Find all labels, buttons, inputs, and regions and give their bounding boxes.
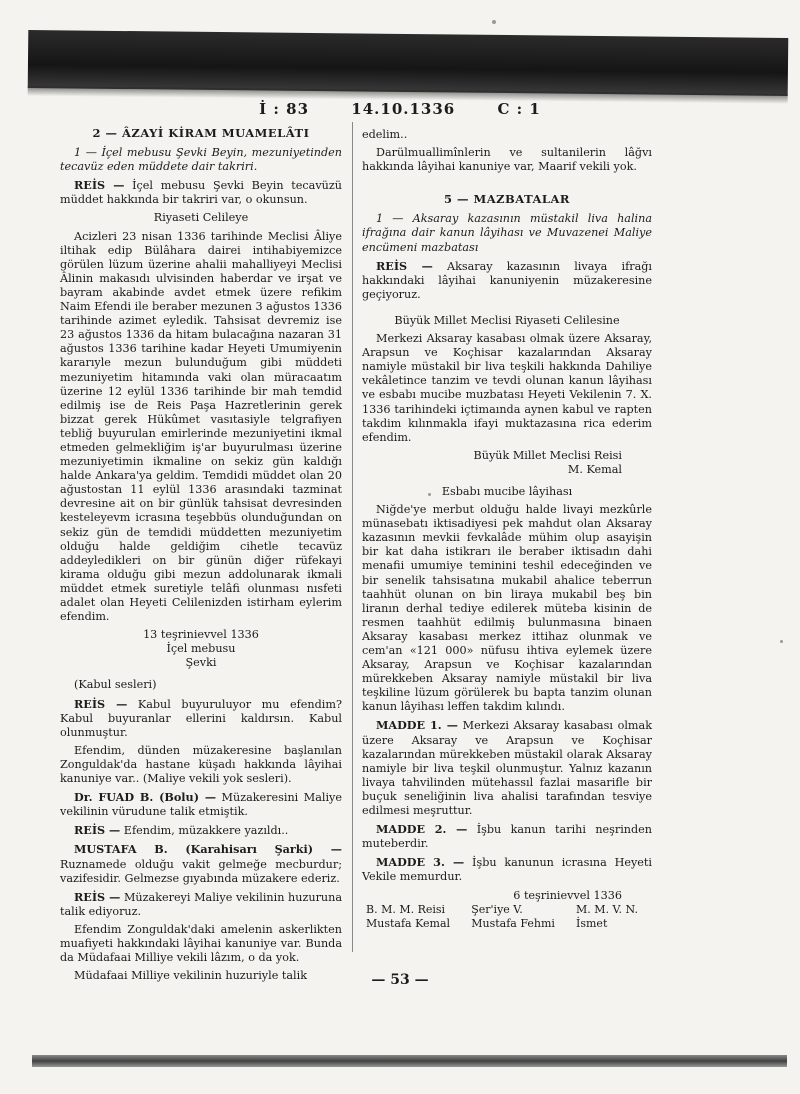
reis-statement-aksaray [362,259,652,302]
page-header [0,100,800,118]
signature-title: M. M. V. N. [576,902,638,916]
madde-2 [362,822,652,851]
madde-text: Merkezi Aksaray kasabası olmak üzere Aksaray ve Arapsun ve Koçhisar kazalarından mürekkeben müstakil olarak Aksaray namiyle bir liva teşkil olunmuştur. Yalnız kazanın livaya tahvilinden mütehassıl fazlai masarifle bir buçuk seneliğinin liva ahalisi tarafından tesviye edilmesi meşruttur. [362,719,652,818]
letter-signer-title-bmm: Büyük Millet Meclisi Reisi [473,448,622,462]
letter-heading-bmm: Büyük Millet Meclisi Riyaseti Celilesine [394,313,620,327]
madde-text: İşbu kanunun icrasına Heyeti Vekile memurdur. [362,856,652,884]
letter-body-aksaray: Merkezi Aksaray kasabası olmak üzere Aksaray, Arapsun ve Koçhisar kazalarından Aksaray namiyle müstakil bir liva teşkili hakkında Dahiliye vekâletince tanzim ve tevdi olunan kanun lâyihası ve esbabı mucibe muzbatası Heyeti Vekilenin 7. X. 1336 tarihindeki içtimaında aynen kabul ve rapten takdim kılınmakla ifayi muktazasına rica ederim efendim. [362,332,652,444]
header-date: 14.10.1336 [351,100,456,118]
speaker-reis: REİS — [74,696,128,711]
item-title-sevki-bey: 1 — İçel mebusu Şevki Beyin, mezuniyetinden tecavüz eden müddete dair takriri. [60,146,342,174]
letter-signer: Şevki [185,656,217,670]
speaker-reis: REİS — [74,178,125,193]
page-number: — 53 — [371,972,429,988]
signature-title: B. M. M. Reisi [366,902,446,916]
speaker-reis: REİS — [376,258,433,273]
signature-date: 6 teşrinievvel 1336 [513,888,622,902]
scan-speck [780,640,783,643]
scan-speck [492,20,496,24]
signature-table [362,903,652,931]
section-title-azayi-kiram: 2 — ÂZAYİ KİRAM MUAMELÂTI [92,126,310,140]
header-session: C : 1 [497,100,541,118]
paragraph-darulmuallimin: Darülmuallimînlerin ve sultanilerin lâğvı hakkında lâyihai kanuniye var, Maarif vekili yok. [362,146,652,174]
header-volume: İ : 83 [259,100,310,118]
letter-signer-title: İçel mebusu [166,642,236,656]
left-column [60,120,342,987]
scan-dark-band-bottom [32,1055,787,1067]
fuad-statement [60,790,342,819]
paragraph-mudafaa: Müdafaai Milliye vekilinin huzuriyle talik [74,969,307,983]
speaker-fuad: Dr. FUAD B. (Bolu) — [74,790,217,805]
madde-3 [362,855,652,884]
signature-name: İsmet [576,916,608,930]
right-column [362,128,652,931]
speech-text: Müzakereyi Maliye vekilinin huzuruna talik ediyoruz. [60,890,342,918]
item-title-aksaray: 1 — Aksaray kazasının müstakil liva halina ifrağına dair kanun lâyihası ve Muvazenei Maliye encümeni mazbatası [362,212,652,254]
scan-speck [428,493,431,496]
esbab-body: Niğde'ye merbut olduğu halde livayi mezkûrle münasebatı iktisadiyesi pek mahdut olan Aksaray kazasının mevkii fevkalâde mühim olup asayişin bir kat daha istikrarı ile beraber iktisadın dahi menafii umumiye teminini teshil edeceğinden ve bir senelik tahsisatına mukabil ahalice teberrun taahhüt olunan on bin liraya mukabil beş bin liranın derhal tediye edilerek müteba kisinin de resmen taahhüt edilmiş bulunmasına binaen Aksaray kasabası merkez ittihaz olunmak ve cem'an «121 000» nüfusu ihtiva eylemek üzere Aksaray, Arapsun ve Koçhisar kazalarından mürekkeben Aksaray namiyle müstakil bir liva teşkiline lüzum görülerek bu bapta tanzim olunan kanun lâyihası leffen takdim kılındı. [362,503,652,714]
paragraph-zonguldak-amele: Efendim Zonguldak'daki amelenin askerlikten muafiyeti hakkındaki lâyihai kanuniye var. Bunda da Müdafaai Milliye vekili lâzım, o da yok. [60,922,342,965]
speaker-reis: REİS — [74,889,121,904]
madde-label: MADDE 3. — [376,855,465,870]
mustafa-statement [60,842,342,885]
scan-dark-band-top [28,30,789,96]
madde-1 [362,718,652,818]
madde-label: MADDE 1. — [376,718,458,733]
speech-text: Efendim, müzakkere yazıldı.. [123,824,289,838]
madde-label: MADDE 2. — [376,822,468,837]
speaker-reis: REİS — [74,823,121,838]
letter-body: Acizleri 23 nisan 1336 tarihinde Meclisi Âliye iltihak edip Bülâhara dairei intihabiyemizce görülen lüzum üzerine ahalii mahalliyeyi Meclisi Âlinin makasıdı ulvisinden haberdar ve irşat ve bayram akabinde avdet etmek üzere refikim Naim Efendi ile beraber mezunen 3 ağustos 1336 tarihinde azimet eyledik. Tahsisat devremiz ise 23 ağustos 1336 da hitam bulacağına nazaran 31 ağustos 1336 tarihine kadar Heyeti Umumiyenin kararıyle mezun bulunduğum gibi müddeti mezuniyetim hitamında vaki olan müracaatım üzerine 12 eylül 1336 tarihinde bir mah temdid edilmiş ise de Reis Paşa Hazretlerinin gerek bizzat gerek Hükûmet vasıtasiyle telgrafiyen tebliğ buyurulan emirlerinde mezuniyetini ikmal etmeden gelmekliğim iş'ar buyurulması üzerine mezuniyetimin ikmaline on sekiz gün kaldığı halde Ankara'ya geldim. Temdidi müddet olan 20 ağustostan 11 eylül 1336 arasındaki tazminat devresine ait on bir günlük tahsisat devresinden kesteleyevm icrasına teşebbüs olunduğundan on sekiz gün de temdidi müddetten mezuniyetim olduğu halde geldiğim cihetle tecavüz addeyledikleri on bir günün diğer rüfekayi kirama olduğu gibi mezun addolunarak ikmali müddet etmek suretiyle telâfi olunması nısfeti adalet olan Heyeti Celilenizden istirham eylerim efendim. [60,229,342,624]
speech-text: İçel mebusu Şevki Beyin tecavüzü müddet hakkında bir takriri var, o okunsun. [60,179,342,207]
speech-text: Müzakeresini Maliye vekilinin vürudune talik etmiştik. [60,791,342,819]
paragraph-zonguldak-hastane: Efendim, dünden müzakeresine başlanılan Zonguldak'da hastane küşadı hakkında lâyihai kanuniye var.. (Maliye vekili yok sesleri). [60,743,342,786]
section-title-mazbatalar: 5 — MAZBATALAR [444,192,570,207]
signature-title: Şer'iye V. [471,902,523,916]
speaker-mustafa: MUSTAFA B. (Karahisarı Şarki) — [74,842,342,857]
signature-name: Mustafa Fehmi [471,916,555,930]
esbab-heading: Esbabı mucibe lâyihası [441,484,573,498]
letter-heading: Riyaseti Celileye [153,211,249,225]
continued-text: edelim.. [362,128,408,141]
signature-name: Mustafa Kemal [366,916,451,930]
reis-statement-1 [60,178,342,207]
column-divider [352,122,353,952]
speech-text: Kabul buyuruluyor mu efendim? Kabul buyuranlar ellerini kaldırsın. Kabul olunmuştur. [60,697,342,739]
letter-signer-kemal: M. Kemal [567,462,622,476]
speech-text: Aksaray kazasının livaya ifrağı hakkındaki lâyihai kanuniyenin müzakeresine geçiyoruz. [362,259,652,301]
reis-statement-2 [60,697,342,740]
madde-text: İşbu kanun tarihi neşrinden muteberdir. [362,823,653,851]
letter-date: 13 teşrinievvel 1336 [143,628,259,642]
kabul-sesleri: (Kabul sesleri) [74,678,157,692]
reis-statement-3 [60,823,342,838]
speech-text: Ruznamede olduğu vakit gelmeğe mecburdur; vazifesidir. Gelmezse gıyabında müzakere ederiz. [60,857,342,885]
reis-statement-4 [60,890,342,919]
